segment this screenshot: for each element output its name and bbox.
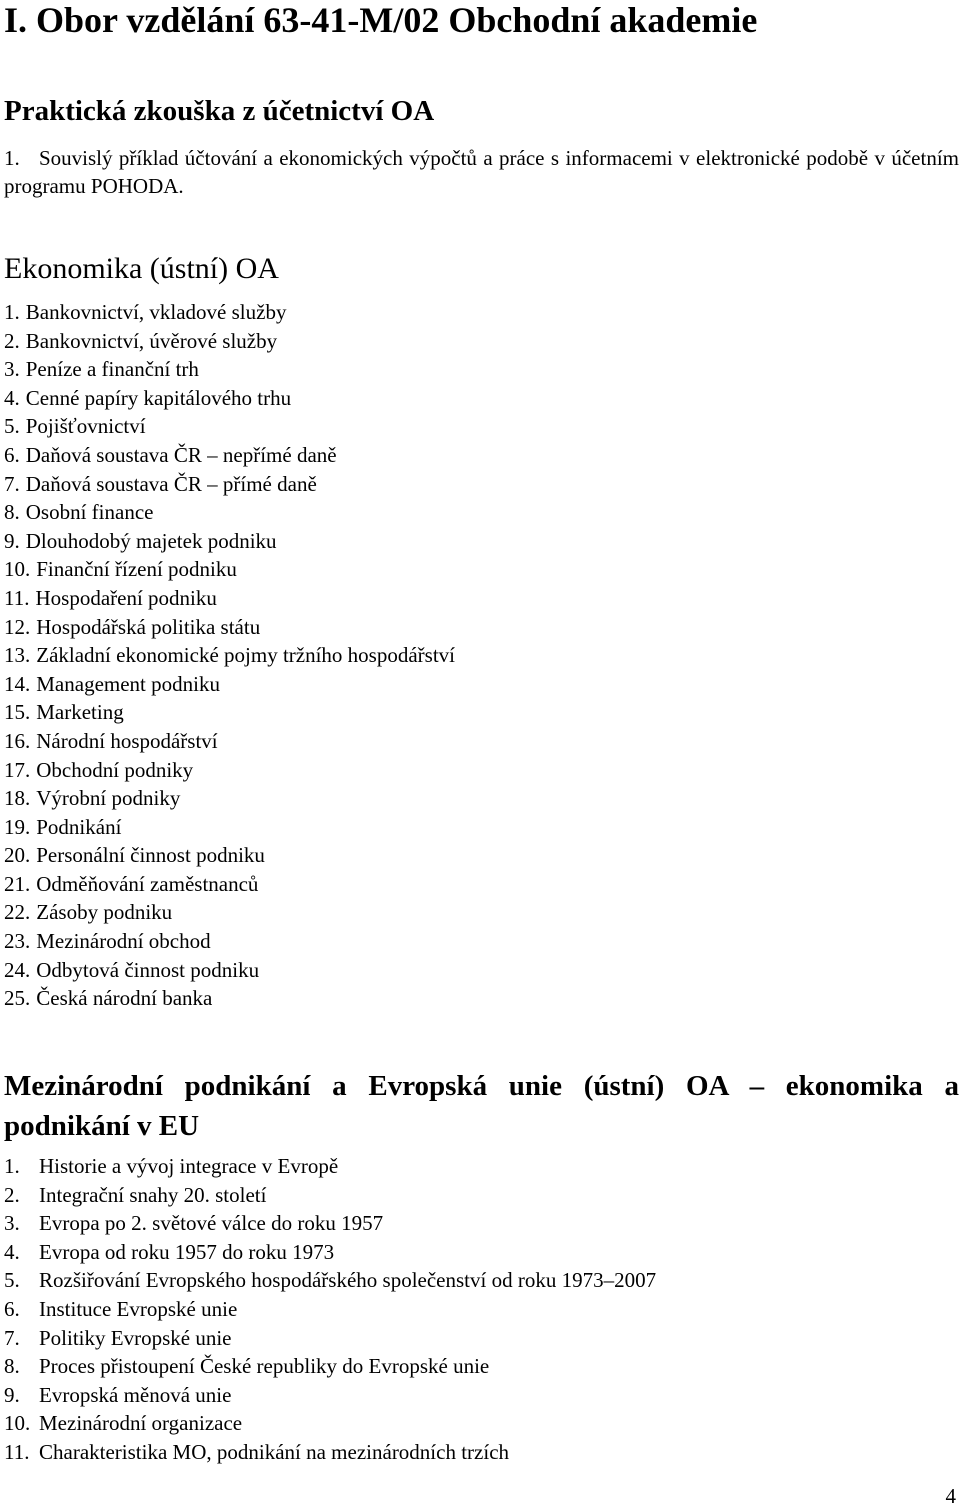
- list-item-text: Daňová soustava ČR – přímé daně: [25, 471, 317, 496]
- list-item: [4, 412, 455, 441]
- list-item-text: Podnikání: [36, 814, 122, 839]
- practical-item-number: 1.: [4, 146, 20, 170]
- eu-list: [4, 1152, 656, 1467]
- list-item: [4, 984, 455, 1013]
- list-item: [4, 555, 455, 584]
- list-item: [4, 498, 455, 527]
- list-item-text: Evropská měnová unie: [39, 1382, 232, 1407]
- list-item: [4, 1409, 656, 1438]
- list-item-number: 24.: [4, 957, 31, 982]
- list-item-number: 17.: [4, 757, 31, 782]
- list-item-text: Pojišťovnictví: [25, 414, 146, 439]
- list-item-text: Dlouhodobý majetek podniku: [25, 528, 277, 553]
- list-item-text: Cenné papíry kapitálového trhu: [25, 385, 292, 410]
- list-item-text: Finanční řízení podniku: [36, 557, 237, 582]
- list-item-text: Daňová soustava ČR – nepřímé daně: [25, 442, 337, 467]
- list-item-text: Národní hospodářství: [36, 728, 218, 753]
- page-number: 4: [945, 1484, 956, 1508]
- list-item-number: 5.: [4, 414, 20, 439]
- section-title-economics: Ekonomika (ústní) OA: [4, 252, 279, 285]
- main-heading: I. Obor vzdělání 63-41-M/02 Obchodní akademie: [4, 0, 758, 40]
- list-item: [4, 1352, 656, 1381]
- list-item: [4, 784, 455, 813]
- list-item-text: Odměňování zaměstnanců: [36, 871, 259, 896]
- list-item-number: 23.: [4, 929, 31, 954]
- list-item-number: 21.: [4, 871, 31, 896]
- list-item-text: Rozšiřování Evropského hospodářského společenství od roku 1973–2007: [39, 1268, 657, 1293]
- list-item: [4, 1324, 656, 1353]
- list-item-number: 7.: [4, 471, 20, 496]
- list-item-text: Osobní finance: [25, 500, 154, 525]
- list-item: [4, 1152, 656, 1181]
- list-item: [4, 327, 455, 356]
- list-item-number: 25.: [4, 986, 31, 1011]
- list-item-text: Integrační snahy 20. století: [39, 1182, 267, 1207]
- list-item-number: 6.: [4, 1296, 20, 1321]
- list-item: [4, 841, 455, 870]
- list-item: [4, 927, 455, 956]
- list-item-number: 19.: [4, 814, 31, 839]
- list-item: [4, 355, 455, 384]
- list-item-text: Politiky Evropské unie: [39, 1325, 232, 1350]
- list-item-text: Peníze a finanční trh: [25, 357, 199, 382]
- list-item: [4, 384, 455, 413]
- list-item: [4, 527, 455, 556]
- list-item-text: Personální činnost podniku: [36, 843, 265, 868]
- list-item: [4, 441, 455, 470]
- list-item: [4, 1438, 656, 1467]
- list-item-number: 9.: [4, 1382, 20, 1407]
- list-item-number: 6.: [4, 442, 20, 467]
- list-item-text: Zásoby podniku: [36, 900, 173, 925]
- list-item-number: 20.: [4, 843, 31, 868]
- list-item-number: 2.: [4, 328, 20, 353]
- list-item-number: 12.: [4, 614, 31, 639]
- list-item: [4, 641, 455, 670]
- list-item-number: 5.: [4, 1268, 20, 1293]
- list-item-text: Hospodářská politika státu: [36, 614, 261, 639]
- list-item: [4, 1238, 656, 1267]
- list-item-number: 3.: [4, 1211, 20, 1236]
- list-item-number: 7.: [4, 1325, 20, 1350]
- list-item-number: 22.: [4, 900, 31, 925]
- list-item-number: 10.: [4, 557, 31, 582]
- list-item: [4, 956, 455, 985]
- list-item: [4, 670, 455, 699]
- list-item-text: Výrobní podniky: [36, 786, 181, 811]
- list-item: [4, 698, 455, 727]
- list-item-number: 11.: [4, 1439, 30, 1464]
- list-item-number: 14.: [4, 671, 31, 696]
- list-item: [4, 470, 455, 499]
- list-item-text: Instituce Evropské unie: [39, 1296, 238, 1321]
- list-item-number: 1.: [4, 1154, 20, 1178]
- list-item: [4, 898, 455, 927]
- list-item-text: Bankovnictví, úvěrové služby: [25, 328, 278, 353]
- list-item: [4, 1181, 656, 1210]
- list-item-number: 18.: [4, 786, 31, 811]
- section-title-practical: Praktická zkouška z účetnictví OA: [4, 95, 435, 127]
- list-item-text: Charakteristika MO, podnikání na mezinárodních trzích: [39, 1439, 510, 1464]
- list-item-text: Historie a vývoj integrace v Evropě: [39, 1154, 339, 1178]
- section-title-eu: Mezinárodní podnikání a Evropská unie (ústní) OA – ekonomika a podnikání v EU: [4, 1070, 959, 1142]
- list-item-text: Bankovnictví, vkladové služby: [25, 300, 287, 324]
- list-item-text: Proces přistoupení České republiky do Evropské unie: [39, 1354, 490, 1379]
- list-item-number: 10.: [4, 1411, 31, 1436]
- list-item-text: Základní ekonomické pojmy tržního hospodářství: [36, 643, 455, 668]
- list-item-number: 4.: [4, 1239, 20, 1264]
- list-item-number: 11.: [4, 585, 30, 610]
- list-item: [4, 1209, 656, 1238]
- list-item-number: 9.: [4, 528, 20, 553]
- list-item-number: 4.: [4, 385, 20, 410]
- list-item: [4, 1381, 656, 1410]
- list-item-text: Management podniku: [36, 671, 220, 696]
- list-item-text: Obchodní podniky: [36, 757, 194, 782]
- list-item-number: 3.: [4, 357, 20, 382]
- practical-item-text: Souvislý příklad účtování a ekonomických výpočtů a práce s informacemi v elektronické podobě v účetním programu POHODA.: [4, 146, 959, 198]
- list-item: [4, 298, 455, 327]
- list-item-text: Česká národní banka: [36, 986, 213, 1011]
- practical-item: [4, 144, 959, 200]
- list-item-text: Mezinárodní obchod: [36, 929, 211, 954]
- list-item: [4, 1266, 656, 1295]
- list-item-text: Hospodaření podniku: [35, 585, 217, 610]
- list-item: [4, 870, 455, 899]
- list-item-number: 15.: [4, 700, 31, 725]
- list-item-number: 8.: [4, 500, 20, 525]
- list-item-number: 1.: [4, 300, 20, 324]
- list-item: [4, 727, 455, 756]
- list-item: [4, 1295, 656, 1324]
- list-item-number: 13.: [4, 643, 31, 668]
- list-item-text: Odbytová činnost podniku: [36, 957, 260, 982]
- economics-list: [4, 298, 455, 1013]
- list-item-number: 16.: [4, 728, 31, 753]
- list-item-text: Evropa po 2. světové válce do roku 1957: [39, 1211, 384, 1236]
- list-item-number: 8.: [4, 1354, 20, 1379]
- list-item-text: Evropa od roku 1957 do roku 1973: [39, 1239, 335, 1264]
- list-item: [4, 756, 455, 785]
- list-item: [4, 813, 455, 842]
- list-item: [4, 613, 455, 642]
- list-item: [4, 584, 455, 613]
- list-item-number: 2.: [4, 1182, 20, 1207]
- list-item-text: Marketing: [36, 700, 124, 725]
- list-item-text: Mezinárodní organizace: [39, 1411, 243, 1436]
